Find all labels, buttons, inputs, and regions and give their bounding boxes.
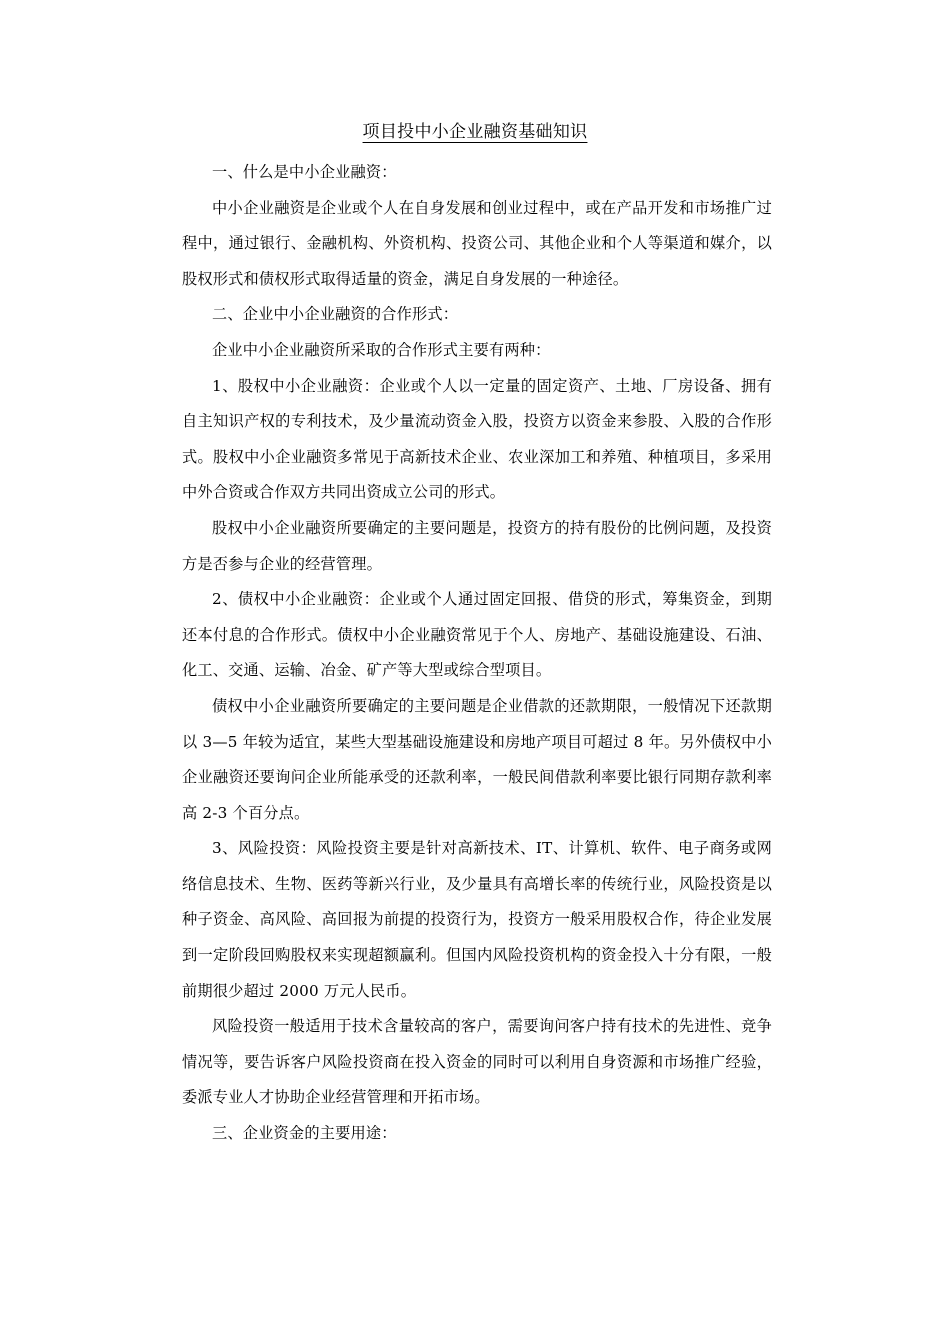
paragraph-debt-issues: 债权中小企业融资所要确定的主要问题是企业借款的还款期限，一般情况下还款期以 3—5 年较为适宜，某些大型基础设施建设和房地产项目可超过 8 年。另外债权中小企业融资还要询问企业所能承受的还款利率，一般民间借款利率要比银行同期存款利率高 2-3 个百分点。: [182, 696, 772, 822]
paragraph-equity-issues: 股权中小企业融资所要确定的主要问题是，投资方的持有股份的比例问题，及投资方是否参与企业的经营管理。: [182, 518, 772, 573]
heading-fund-usage: 三、企业资金的主要用途：: [212, 1124, 397, 1143]
document-title-text: 项目投中小企业融资基础知识: [362, 122, 588, 142]
paragraph-two-forms: 企业中小企业融资所采取的合作形式主要有两种：: [212, 340, 551, 359]
paragraph-equity-financing: 1、股权中小企业融资：企业或个人以一定量的固定资产、土地、厂房设备、拥有自主知识产权的专利技术，及少量流动资金入股，投资方以资金来参股、入股的合作形式。股权中小企业融资多常见于高新技术企业、农业深加工和养殖、种植项目，多采用中外合资或合作双方共同出资成立公司的形式。: [182, 376, 772, 502]
document-title: [0, 118, 950, 146]
paragraph-venture-clients: 风险投资一般适用于技术含量较高的客户，需要询问客户持有技术的先进性、竞争情况等，要告诉客户风险投资商在投入资金的同时可以利用自身资源和市场推广经验，委派专业人才协助企业经营管理和开拓市场。: [182, 1017, 772, 1107]
paragraph-definition: 中小企业融资是企业或个人在自身发展和创业过程中，或在产品开发和市场推广过程中，通过银行、金融机构、外资机构、投资公司、其他企业和个人等渠道和媒介，以股权形式和债权形式取得适量的资金，满足自身发展的一种途径。: [182, 198, 772, 288]
paragraph-venture-capital: 3、风险投资：风险投资主要是针对高新技术、IT、计算机、软件、电子商务或网络信息技术、生物、医药等新兴行业，及少量具有高增长率的传统行业，风险投资是以种子资金、高风险、高回报为前提的投资行为，投资方一般采用股权合作，待企业发展到一定阶段回购股权来实现超额赢利。但国内风险投资机构的资金投入十分有限，一般前期很少超过 2000 万元人民币。: [182, 839, 772, 1000]
heading-cooperation-forms: 二、企业中小企业融资的合作形式：: [212, 305, 459, 324]
document-body: [182, 155, 772, 1152]
heading-what-is-financing: 一、什么是中小企业融资：: [212, 163, 397, 181]
paragraph-debt-financing: 2、债权中小企业融资：企业或个人通过固定回报、借贷的形式，筹集资金，到期还本付息的合作形式。债权中小企业融资常见于个人、房地产、基础设施建设、石油、化工、交通、运输、冶金、矿产等大型或综合型项目。: [182, 590, 772, 680]
